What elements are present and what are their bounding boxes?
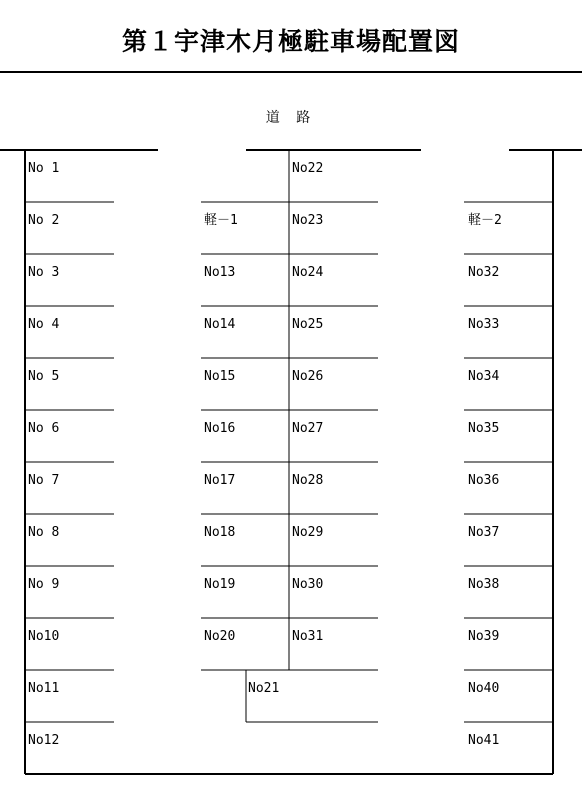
parking-space-label: No12 [28, 733, 60, 748]
parking-space-label: No20 [204, 629, 236, 644]
parking-space-label: No 1 [28, 161, 60, 176]
parking-space-label: No23 [292, 213, 324, 228]
parking-space-label: No14 [204, 317, 236, 332]
parking-space-label: No34 [468, 369, 500, 384]
parking-space-label: No 7 [28, 473, 60, 488]
parking-space-label: No 3 [28, 265, 60, 280]
parking-space-label: No26 [292, 369, 324, 384]
parking-space-label: No16 [204, 421, 236, 436]
parking-space-label: 軽－1 [204, 213, 238, 228]
parking-space-label: No40 [468, 681, 500, 696]
parking-space-label: No30 [292, 577, 324, 592]
parking-space-label: No13 [204, 265, 236, 280]
parking-space-label: No22 [292, 161, 324, 176]
parking-space-label: No 6 [28, 421, 60, 436]
parking-space-label: No35 [468, 421, 500, 436]
parking-space-label: 軽－2 [468, 213, 502, 228]
parking-space-label: No 2 [28, 213, 60, 228]
parking-space-label: No33 [468, 317, 500, 332]
parking-space-label: No29 [292, 525, 324, 540]
parking-space-label: No11 [28, 681, 60, 696]
parking-space-label: No15 [204, 369, 236, 384]
parking-space-label: No18 [204, 525, 236, 540]
parking-space-label: No24 [292, 265, 324, 280]
parking-space-label: No 8 [28, 525, 60, 540]
parking-space-label: No36 [468, 473, 500, 488]
parking-space-label: No37 [468, 525, 500, 540]
parking-space-label: No39 [468, 629, 500, 644]
parking-space-label: No17 [204, 473, 236, 488]
parking-space-label: No41 [468, 733, 500, 748]
page-title: 第１宇津木月極駐車場配置図 [121, 27, 460, 56]
parking-space-label: No 4 [28, 317, 60, 332]
parking-space-label: No27 [292, 421, 324, 436]
road-label: 道 路 [265, 110, 317, 126]
parking-space-label: No19 [204, 577, 236, 592]
parking-space-label: No25 [292, 317, 324, 332]
parking-space-label: No28 [292, 473, 324, 488]
parking-space-label: No21 [248, 681, 280, 696]
parking-space-label: No32 [468, 265, 500, 280]
parking-space-label: No38 [468, 577, 500, 592]
parking-space-label: No 5 [28, 369, 60, 384]
parking-space-label: No 9 [28, 577, 60, 592]
parking-space-label: No31 [292, 629, 324, 644]
parking-space-label: No10 [28, 629, 60, 644]
